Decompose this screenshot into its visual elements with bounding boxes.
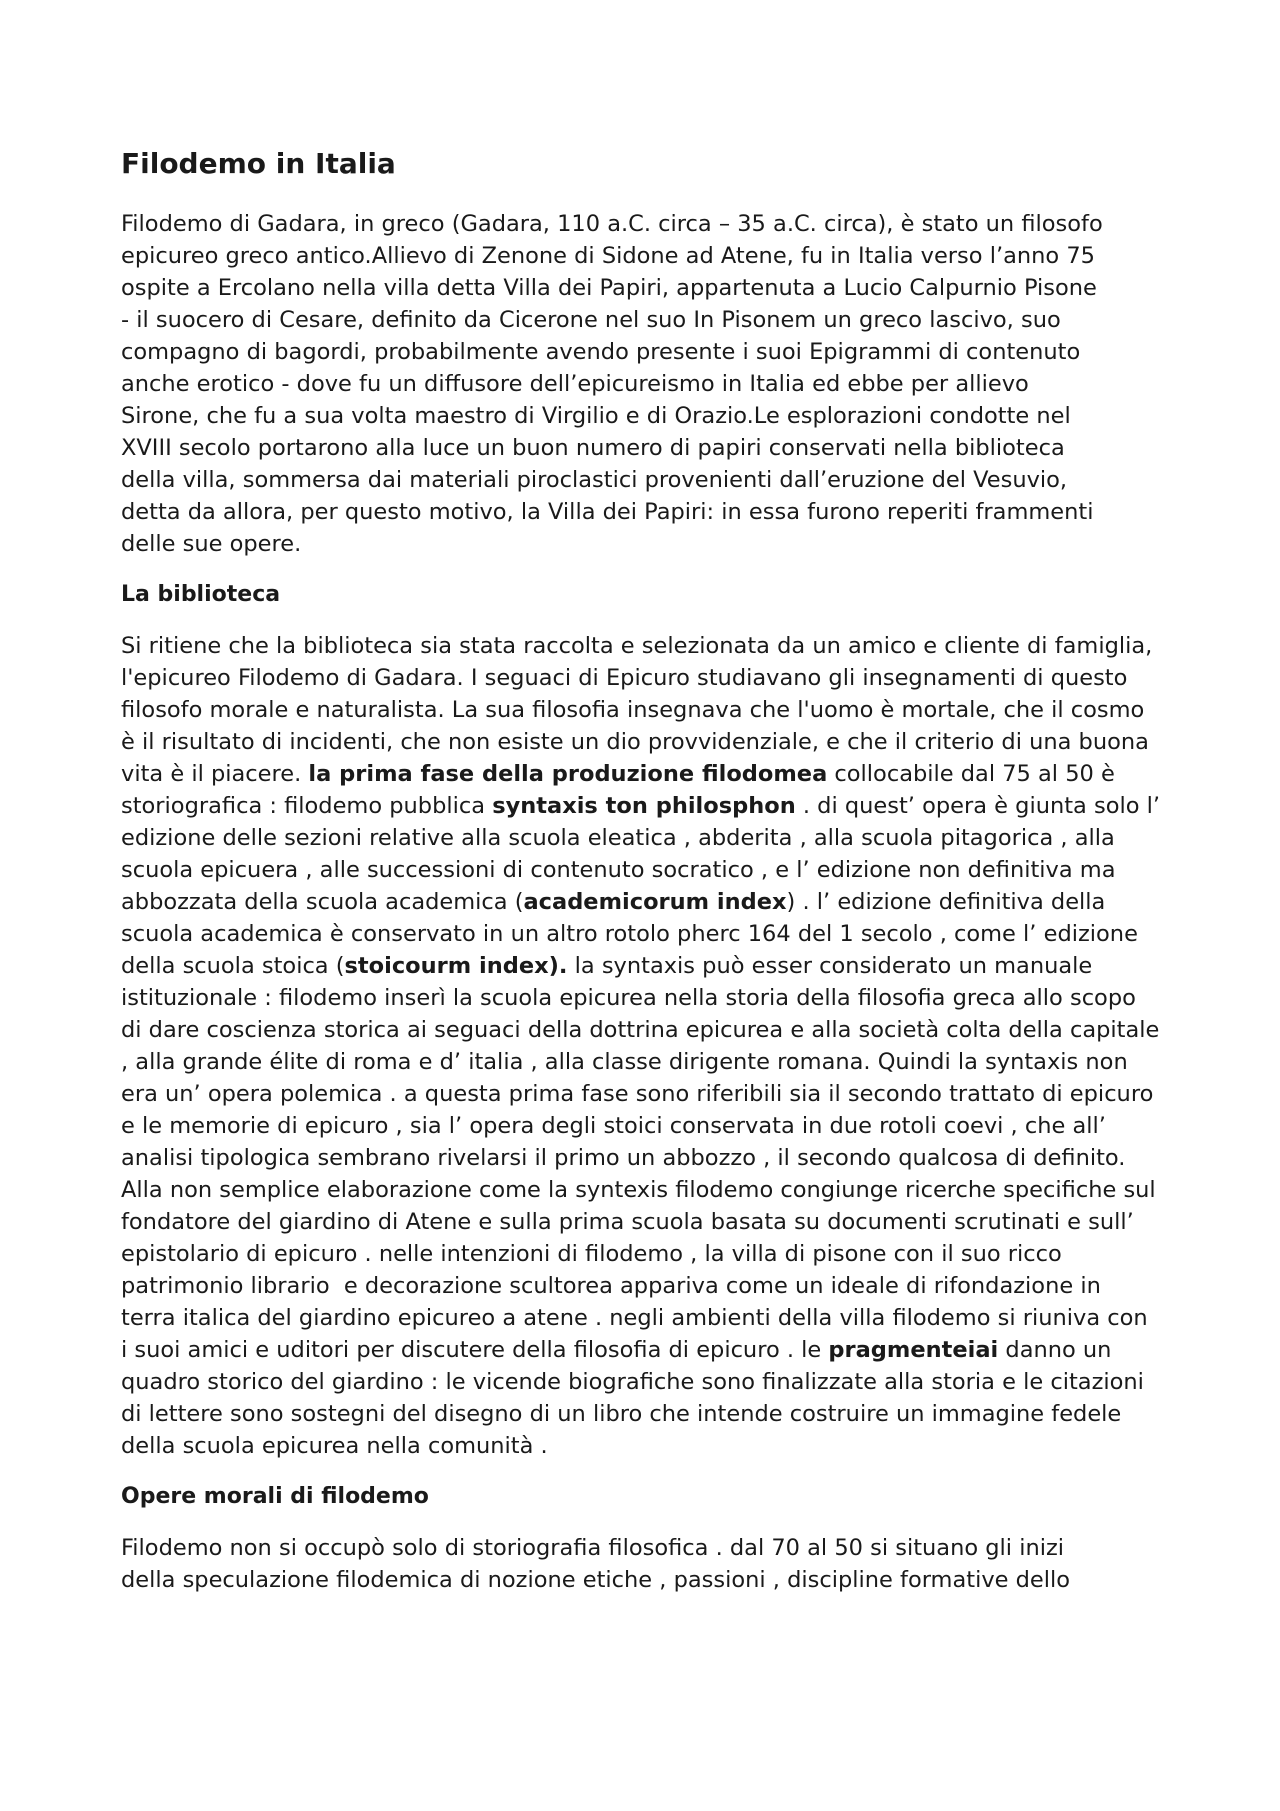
opere-line: Filodemo non si occupò solo di storiografia filosofica . dal 70 al 50 si situano gli inizi bbox=[121, 1535, 1065, 1561]
intro-line: epicureo greco antico.Allievo di Zenone di Sidone ad Atene, fu in Italia verso l’anno 75 bbox=[121, 243, 1095, 269]
document-title: Filodemo in Italia bbox=[121, 147, 396, 180]
bold-term: stoicourm index). bbox=[344, 953, 568, 979]
intro-line: Filodemo di Gadara, in greco (Gadara, 110 a.C. circa – 35 a.C. circa), è stato un filosofo bbox=[121, 211, 1103, 237]
intro-line: anche erotico - dove fu un diffusore dell’epicureismo in Italia ed ebbe per allievo bbox=[121, 371, 1029, 397]
section-heading-opere: Opere morali di filodemo bbox=[121, 1484, 429, 1509]
opere-paragraph bbox=[121, 1532, 1161, 1596]
text-segment: Si ritiene che la biblioteca sia stata raccolta e selezionata da un amico e cliente di famiglia, l'epicureo Filodemo di Gadara. I seguaci di Epicuro studiavano gli insegnamenti di questo filosofo morale e naturalista. La sua filosofia insegnava che l'uomo è mortale, che il cosmo è il risultato di incidenti, che non esiste un dio provvidenziale, e che il criterio di una buona vita è il piacere. bbox=[121, 633, 1160, 787]
section-heading-biblioteca: La biblioteca bbox=[121, 582, 281, 607]
bold-term: pragmenteiai bbox=[828, 1337, 999, 1363]
intro-line: detta da allora, per questo motivo, la Villa dei Papiri: in essa furono reperiti frammenti bbox=[121, 499, 1094, 525]
bold-term: la prima fase della produzione filodomea bbox=[308, 761, 828, 787]
intro-paragraph bbox=[121, 208, 1161, 560]
biblioteca-paragraph bbox=[121, 630, 1168, 1462]
bold-term: academicorum index bbox=[523, 889, 787, 915]
intro-line: Sirone, che fu a sua volta maestro di Virgilio e di Orazio.Le esplorazioni condotte nel bbox=[121, 403, 1071, 429]
intro-line: - il suocero di Cesare, definito da Cicerone nel suo In Pisonem un greco lascivo, suo bbox=[121, 307, 1061, 333]
text-segment: danno un quadro storico del giardino : le vicende biografiche sono finalizzate alla storia e le citazioni di lettere sono sostegni del disegno di un libro che intende costruire un immagine fedele della scuola epicurea nella comunità . bbox=[121, 1337, 1152, 1459]
intro-line: XVIII secolo portarono alla luce un buon numero di papiri conservati nella biblioteca bbox=[121, 435, 1065, 461]
intro-line: delle sue opere. bbox=[121, 531, 302, 557]
text-segment: . di quest’ opera è giunta solo l’ edizione delle sezioni relative alla scuola eleatica , abderita , alla scuola pitagorica , alla scuola epicuera , alle successioni di contenuto socratico , e l’ edizione non definitiva ma abbozzata della scuola academica ( bbox=[121, 793, 1168, 915]
text-segment: ) . l’ edizione definitiva della scuola academica è conservato in un altro rotolo pherc 164 del 1 secolo , come l’ edizione della scuola stoica ( bbox=[121, 889, 1146, 979]
opere-line: della speculazione filodemica di nozione etiche , passioni , discipline formative dello bbox=[121, 1567, 1071, 1593]
text-segment: la syntaxis può esser considerato un manuale istituzionale : filodemo inserì la scuola epicurea nella storia della filosofia greca allo scopo di dare coscienza storica ai seguaci della dottrina epicurea e alla società colta della capitale , alla grande élite di roma e d’ italia , alla classe dirigente romana. Quindi la syntaxis non era un’ opera polemica . a questa prima fase sono riferibili sia il secondo trattato di epicuro e le memorie di epicuro , sia l’ opera degli stoici conservata in due rotoli coevi , che all’ analisi tipologica sembrano rivelarsi il primo un abbozzo , il secondo qualcosa di definito. Alla non semplice elaborazione come la syntexis filodemo congiunge ricerche specifiche sul fondatore del giardino di Atene e sulla prima scuola basata su documenti scrutinati e sull’ epistolario di epicuro . nelle intenzioni di filodemo , la villa di pisone con il suo ricco patrimonio librario e decorazione scultorea appariva come un ideale di rifondazione in terra italica del giardino epicureo a atene . negli ambienti della villa filodemo si riuniva con i suoi amici e uditori per discutere della filosofia di epicuro . le bbox=[121, 953, 1167, 1363]
intro-line: della villa, sommersa dai materiali piroclastici provenienti dall’eruzione del Vesuvio, bbox=[121, 467, 1068, 493]
document-page bbox=[121, 146, 1168, 1616]
bold-term: syntaxis ton philosphon bbox=[492, 793, 796, 819]
text-segment: collocabile dal 75 al 50 è storiografica : filodemo pubblica bbox=[121, 761, 1122, 819]
intro-line: ospite a Ercolano nella villa detta Villa dei Papiri, appartenuta a Lucio Calpurnio Pisone bbox=[121, 275, 1097, 301]
intro-line: compagno di bagordi, probabilmente avendo presente i suoi Epigrammi di contenuto bbox=[121, 339, 1081, 365]
